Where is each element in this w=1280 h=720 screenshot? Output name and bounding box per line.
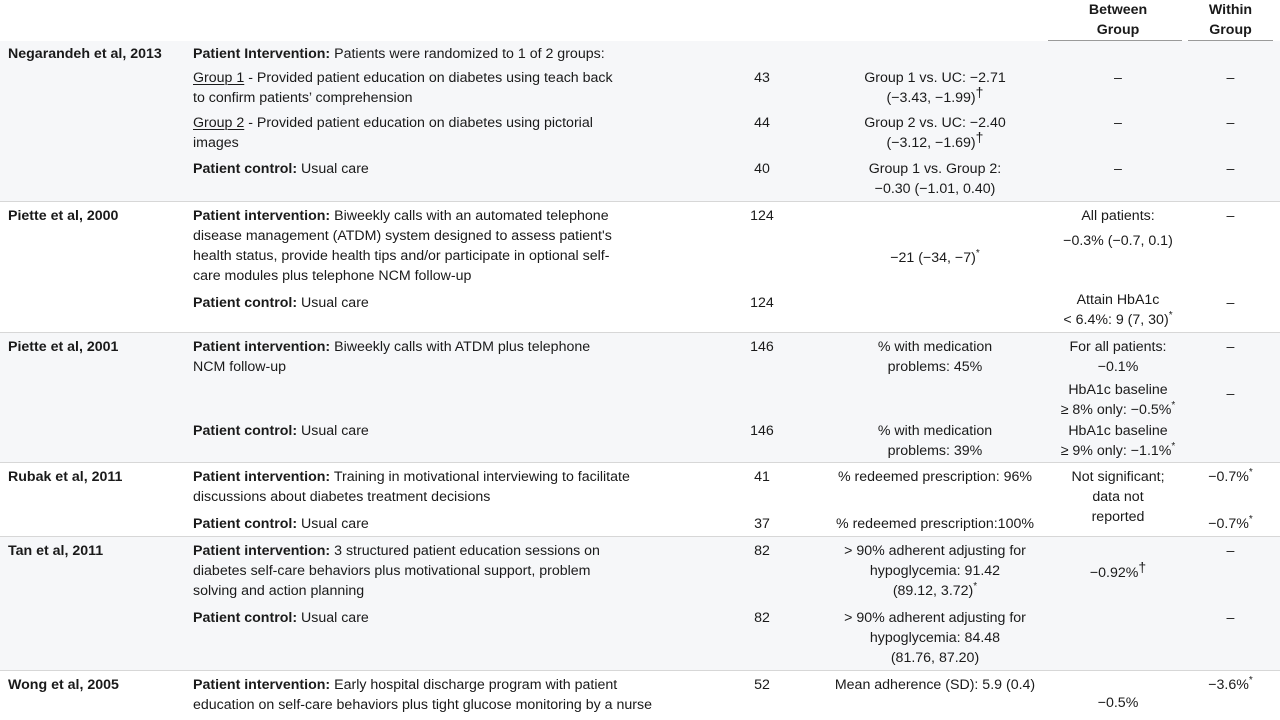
control-within: – bbox=[1226, 295, 1235, 311]
control-within: – bbox=[1226, 610, 1235, 626]
control-text: Usual care bbox=[301, 161, 369, 177]
intervention-between-line2: −0.1% bbox=[1097, 359, 1139, 375]
control-n: 124 bbox=[750, 295, 774, 311]
control-n: 37 bbox=[754, 516, 770, 532]
group1-line1: - Provided patient education on diabetes using teach back bbox=[244, 70, 613, 86]
control-between-line1: Attain HbA1c bbox=[1076, 292, 1160, 308]
group2-ci: (−3.12, −1.69) bbox=[886, 135, 976, 151]
group1-line2: to confirm patients’ comprehension bbox=[193, 90, 413, 106]
intervention-label: Patient intervention: bbox=[193, 469, 331, 485]
study-name: Piette et al, 2001 bbox=[8, 339, 119, 355]
header-between-line1: Between bbox=[1088, 2, 1148, 18]
row-band-tan bbox=[0, 537, 1280, 670]
intervention-line1: Biweekly calls with an automated telephone bbox=[334, 208, 609, 224]
intervention-result-line1: % with medication bbox=[877, 339, 993, 355]
intervention-result: % redeemed prescription: 96% bbox=[838, 469, 1032, 485]
control-between-line2 bbox=[1048, 441, 1188, 461]
dagger-mark: † bbox=[1138, 559, 1147, 575]
intervention-description bbox=[193, 467, 630, 487]
mid-between-line1: HbA1c baseline bbox=[1068, 382, 1168, 398]
control-between-line2 bbox=[1048, 310, 1188, 330]
intervention-text: Patients were randomized to 1 of 2 groups: bbox=[334, 46, 605, 62]
group2-line1: - Provided patient education on diabetes using pictorial bbox=[244, 115, 593, 131]
group1-within: – bbox=[1226, 70, 1235, 86]
study-name: Tan et al, 2011 bbox=[8, 543, 104, 559]
study-name: Negarandeh et al, 2013 bbox=[8, 46, 162, 62]
group2-result-line2 bbox=[820, 129, 1050, 153]
group1-result-line2 bbox=[820, 84, 1050, 108]
between-line2: data not bbox=[1092, 489, 1144, 505]
control-result-line1: > 90% adherent adjusting for bbox=[844, 610, 1026, 626]
intervention-result-line3 bbox=[820, 581, 1050, 601]
intervention-within-value: −0.7% bbox=[1208, 469, 1249, 485]
group1-n: 43 bbox=[754, 70, 770, 86]
intervention-description bbox=[193, 337, 590, 357]
header-within-line1: Within bbox=[1208, 2, 1253, 18]
control-result-line1: Group 1 vs. Group 2: bbox=[868, 161, 1002, 177]
mid-within: – bbox=[1226, 386, 1235, 402]
group1-description bbox=[193, 68, 613, 88]
control-n: 40 bbox=[754, 161, 770, 177]
control-description bbox=[193, 421, 369, 441]
intervention-line1: 3 structured patient education sessions on bbox=[334, 543, 600, 559]
intervention-n: 124 bbox=[750, 208, 774, 224]
intervention-line2: education on self-care behaviors plus tight glucose monitoring by a nurse bbox=[193, 697, 652, 713]
group2-result-line1: Group 2 vs. UC: −2.40 bbox=[864, 115, 1006, 131]
between-value bbox=[1048, 559, 1188, 583]
group2-description bbox=[193, 113, 593, 133]
control-text: Usual care bbox=[301, 610, 369, 626]
intervention-line2: diabetes self-care behaviors plus motivational support, problem bbox=[193, 563, 591, 579]
intervention-line3: solving and action planning bbox=[193, 583, 365, 599]
intervention-n: 41 bbox=[754, 469, 770, 485]
control-within-value: −0.7% bbox=[1208, 516, 1249, 532]
header-within-line2: Group bbox=[1209, 22, 1252, 38]
control-description bbox=[193, 608, 369, 628]
control-text: Usual care bbox=[301, 516, 369, 532]
intervention-line1: Training in motivational interviewing to facilitate bbox=[333, 469, 630, 485]
intervention-line2: disease management (ATDM) system designed to assess patient's bbox=[193, 228, 612, 244]
control-n: 146 bbox=[750, 423, 774, 439]
asterisk-mark: * bbox=[1168, 310, 1173, 321]
study-name: Wong et al, 2005 bbox=[8, 677, 119, 693]
control-label: Patient control: bbox=[193, 161, 298, 177]
dagger-mark: † bbox=[975, 84, 984, 100]
intervention-within-value: −3.6% bbox=[1208, 677, 1249, 693]
control-n: 82 bbox=[754, 610, 770, 626]
control-label: Patient control: bbox=[193, 295, 298, 311]
control-text: Usual care bbox=[301, 423, 369, 439]
control-between: – bbox=[1114, 161, 1122, 177]
mid-between-value: ≥ 8% only: −0.5% bbox=[1060, 402, 1172, 418]
control-description bbox=[193, 293, 369, 313]
intervention-line2: discussions about diabetes treatment decisions bbox=[193, 489, 491, 505]
intervention-n: 146 bbox=[750, 339, 774, 355]
control-label: Patient control: bbox=[193, 423, 298, 439]
mid-between-line2 bbox=[1048, 400, 1188, 420]
control-text: Usual care bbox=[301, 295, 369, 311]
intervention-result bbox=[820, 248, 1050, 268]
between-value: −0.5% bbox=[1097, 695, 1139, 711]
intervention-result-line2: hypoglycemia: 91.42 bbox=[869, 563, 1001, 579]
intervention-line2: NCM follow-up bbox=[193, 359, 287, 375]
intervention-within bbox=[1188, 467, 1273, 487]
dagger-mark: † bbox=[975, 129, 984, 145]
control-between-value: < 6.4%: 9 (7, 30) bbox=[1063, 312, 1169, 328]
group2-within: – bbox=[1226, 115, 1235, 131]
intervention-description bbox=[193, 541, 600, 561]
study-name: Rubak et al, 2011 bbox=[8, 469, 123, 485]
header-between-group bbox=[1048, 0, 1188, 40]
group1-label: Group 1 bbox=[193, 70, 245, 86]
header-between-line2: Group bbox=[1096, 22, 1140, 38]
intervention-result: Mean adherence (SD): 5.9 (0.4) bbox=[834, 677, 1036, 693]
intervention-label: Patient intervention: bbox=[193, 339, 331, 355]
intervention-result-line1: > 90% adherent adjusting for bbox=[844, 543, 1026, 559]
intervention-description bbox=[193, 206, 609, 226]
control-result-line3: (81.76, 87.20) bbox=[890, 650, 980, 666]
between-number: −0.92% bbox=[1089, 565, 1139, 581]
asterisk-mark: * bbox=[1248, 467, 1253, 478]
intervention-result-line2: problems: 45% bbox=[887, 359, 983, 375]
group1-ci: (−3.43, −1.99) bbox=[886, 90, 976, 106]
intervention-within: – bbox=[1226, 208, 1235, 224]
intervention-label: Patient Intervention: bbox=[193, 46, 331, 62]
control-between-value: ≥ 9% only: −1.1% bbox=[1060, 443, 1172, 459]
control-result-line2: −0.30 (−1.01, 0.40) bbox=[874, 181, 996, 197]
asterisk-mark: * bbox=[1248, 675, 1253, 686]
group1-between: – bbox=[1114, 70, 1122, 86]
intervention-description bbox=[193, 44, 605, 64]
control-result-line2: hypoglycemia: 84.48 bbox=[869, 630, 1001, 646]
asterisk-mark: * bbox=[975, 248, 980, 259]
intervention-line3: health status, provide health tips and/or participate in optional self- bbox=[193, 248, 610, 264]
intervention-n: 82 bbox=[754, 543, 770, 559]
group2-n: 44 bbox=[754, 115, 770, 131]
intervention-n: 52 bbox=[754, 677, 770, 693]
intervention-within: – bbox=[1226, 339, 1235, 355]
intervention-between-line2: −0.3% (−0.7, 0.1) bbox=[1063, 233, 1173, 249]
control-description bbox=[193, 514, 369, 534]
control-result: % redeemed prescription:100% bbox=[836, 516, 1034, 532]
control-label: Patient control: bbox=[193, 610, 298, 626]
group1-result-line1: Group 1 vs. UC: −2.71 bbox=[864, 70, 1006, 86]
control-label: Patient control: bbox=[193, 516, 298, 532]
asterisk-mark: * bbox=[1248, 514, 1253, 525]
between-line1: Not significant; bbox=[1071, 469, 1165, 485]
control-result-line2: problems: 39% bbox=[887, 443, 983, 459]
control-within bbox=[1188, 514, 1273, 534]
intervention-label: Patient intervention: bbox=[193, 543, 331, 559]
intervention-result-value: −21 (−34, −7) bbox=[890, 250, 976, 266]
between-line3: reported bbox=[1091, 509, 1145, 525]
study-name: Piette et al, 2000 bbox=[8, 208, 119, 224]
intervention-between-line1: For all patients: bbox=[1069, 339, 1167, 355]
group2-label: Group 2 bbox=[193, 115, 245, 131]
intervention-between-line1: All patients: bbox=[1081, 208, 1155, 224]
control-within: – bbox=[1226, 161, 1235, 177]
control-description bbox=[193, 159, 369, 179]
group2-line2: images bbox=[193, 135, 239, 151]
intervention-ci: (89.12, 3.72) bbox=[892, 583, 974, 599]
intervention-description bbox=[193, 675, 617, 695]
asterisk-mark: * bbox=[1171, 400, 1176, 411]
group2-between: – bbox=[1114, 115, 1122, 131]
intervention-within: – bbox=[1226, 543, 1235, 559]
intervention-label: Patient intervention: bbox=[193, 208, 331, 224]
intervention-label: Patient intervention: bbox=[193, 677, 331, 693]
intervention-line1: Early hospital discharge program with patient bbox=[334, 677, 618, 693]
intervention-line1: Biweekly calls with ATDM plus telephone bbox=[334, 339, 591, 355]
header-within-group bbox=[1188, 0, 1273, 40]
asterisk-mark: * bbox=[1171, 441, 1176, 452]
intervention-line4: care modules plus telephone NCM follow-up bbox=[193, 268, 472, 284]
asterisk-mark: * bbox=[973, 581, 978, 592]
intervention-within bbox=[1188, 675, 1273, 695]
control-result-line1: % with medication bbox=[877, 423, 993, 439]
control-between-line1: HbA1c baseline bbox=[1068, 423, 1168, 439]
